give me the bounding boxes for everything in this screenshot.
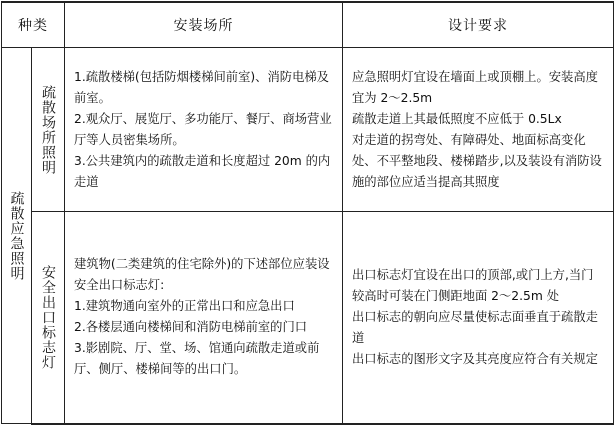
group-cell bbox=[2, 48, 32, 424]
table-row bbox=[2, 48, 614, 212]
location-cell bbox=[65, 212, 343, 424]
header-location: 安装场所 bbox=[65, 2, 343, 48]
requirement-line: 疏散走道上其最低照度不应低于 0.5Lx bbox=[352, 111, 562, 126]
location-line: 2.观众厅、展览厅、多功能厅、餐厅、商场营业厅等人员密集场所。 bbox=[74, 111, 332, 147]
location-cell bbox=[65, 48, 343, 212]
header-category: 种类 bbox=[2, 2, 65, 48]
type-label: 疏散场所照明 bbox=[40, 84, 56, 175]
header-row bbox=[2, 2, 614, 48]
location-line: 2.各楼层通向楼梯间和消防电梯前室的门口 bbox=[74, 320, 308, 335]
location-line: 建筑物(二类建筑的住宅除外)的下述部位应装设安全出口标志灯: bbox=[74, 257, 330, 293]
requirement-line: 出口标志灯宜设在出口的顶部,或门上方,当门较高时可装在门侧距地面 2～2.5m 处 bbox=[352, 267, 594, 303]
requirement-cell bbox=[343, 48, 614, 212]
type-cell bbox=[32, 212, 65, 424]
type-label: 安全出口标志灯 bbox=[40, 264, 56, 370]
table-row bbox=[2, 212, 614, 424]
design-requirements-table bbox=[1, 1, 614, 425]
location-line: 3.影剧院、厅、堂、场、馆通向疏散走道或前厅、侧厅、楼梯间等的出口门。 bbox=[74, 341, 320, 377]
location-line: 1.疏散楼梯(包括防烟楼梯间前室)、消防电梯及前室。 bbox=[74, 69, 329, 105]
requirement-cell bbox=[343, 212, 614, 424]
requirement-line: 出口标志的朝向应尽量使标志面垂直于疏散走道 bbox=[352, 309, 598, 345]
requirement-line: 出口标志的图形文字及其亮度应符合有关规定 bbox=[352, 351, 598, 366]
requirement-line: 应急照明灯宜设在墙面上或顶棚上。安装高度宜为 2～2.5m bbox=[352, 69, 598, 105]
group-label: 疏散应急照明 bbox=[8, 190, 25, 281]
location-line: 3.公共建筑内的疏散走道和长度超过 20m 的内走道 bbox=[74, 153, 331, 189]
type-cell bbox=[32, 48, 65, 212]
requirement-line: 对走道的拐弯处、有障碍处、地面标高变化处、不平整地段、楼梯踏步,以及装设有消防设施的部位应适当提高其照度 bbox=[352, 132, 602, 189]
location-line: 1.建筑物通向室外的正常出口和应急出口 bbox=[74, 299, 295, 314]
header-requirement: 设计要求 bbox=[343, 2, 614, 48]
